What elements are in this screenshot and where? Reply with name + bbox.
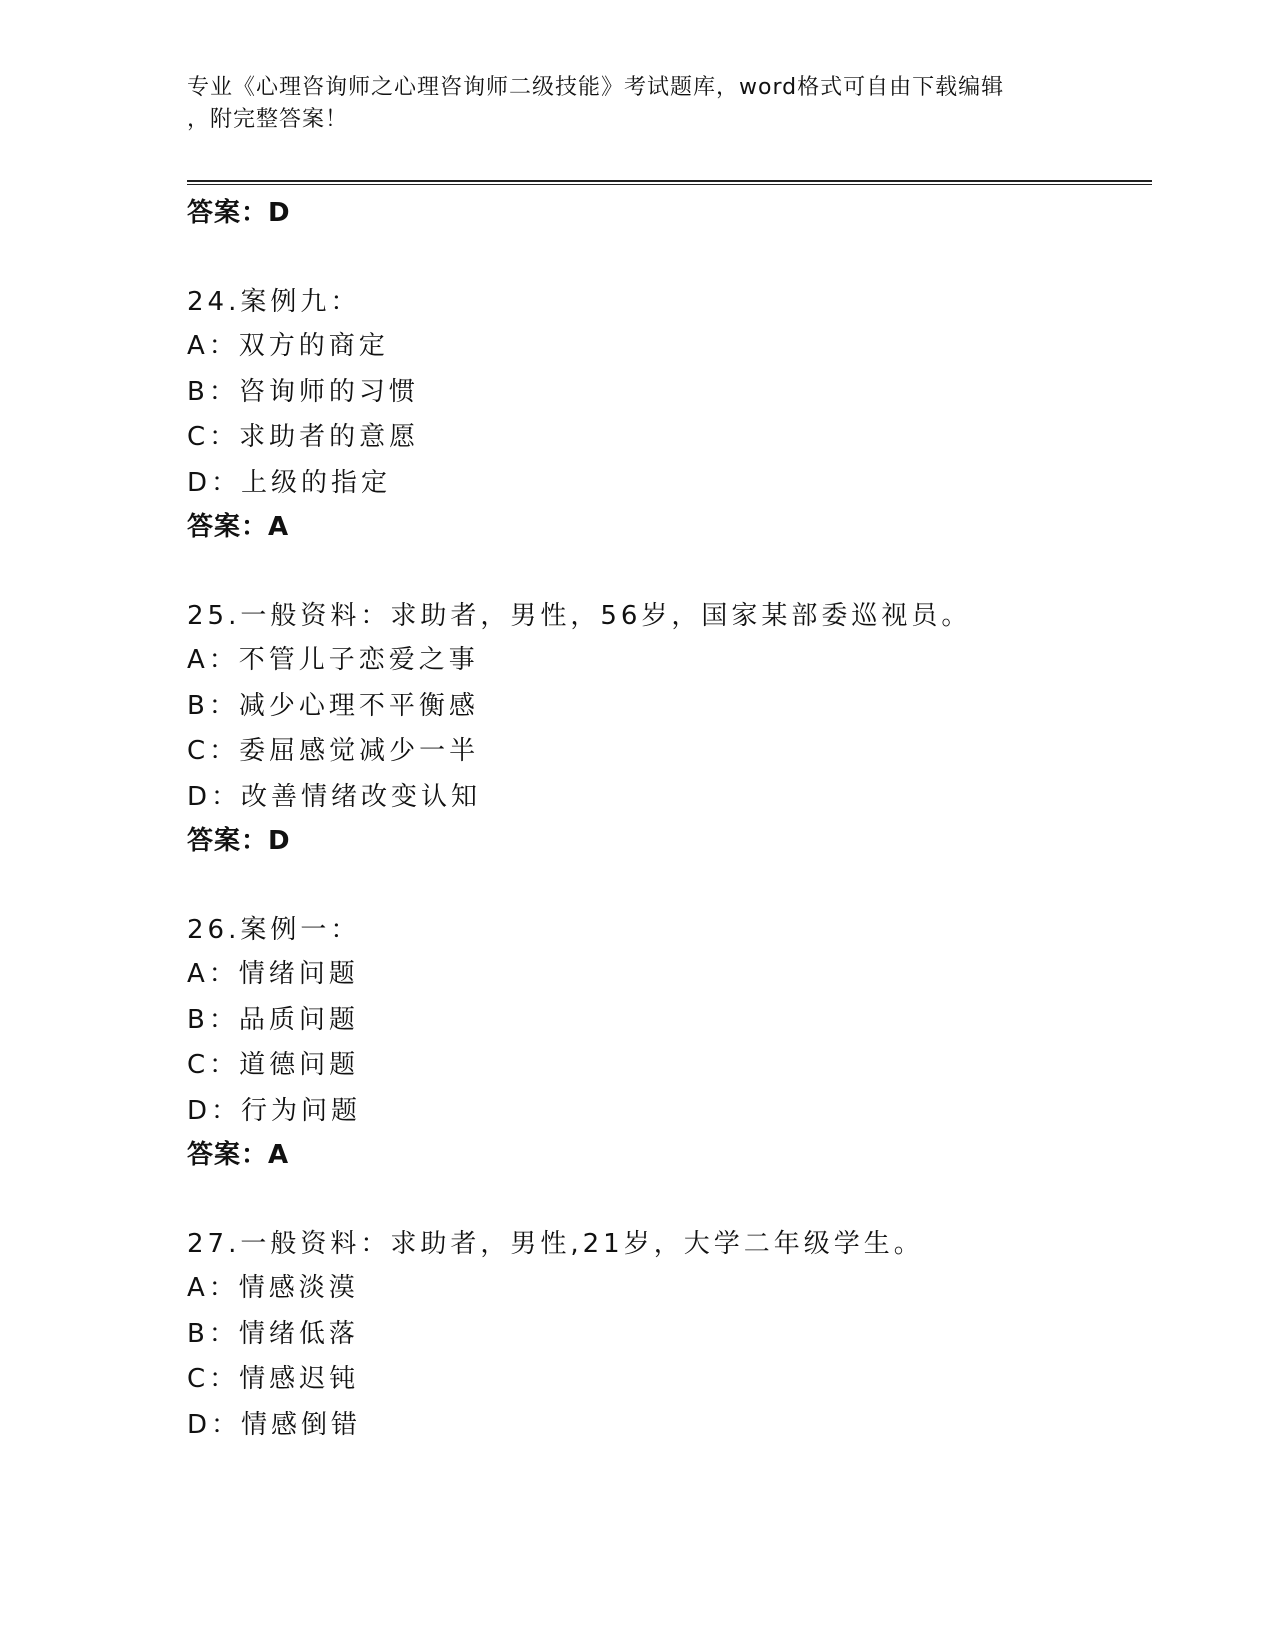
- document-header: [187, 72, 1087, 136]
- question-26-option-d: D：行为问题: [187, 1095, 362, 1126]
- question-26-answer: 答案：A: [187, 1140, 290, 1170]
- header-line-1: 专业《心理咨询师之心理咨询师二级技能》考试题库，word格式可自由下载编辑: [187, 75, 1005, 100]
- question-27-option-d: D：情感倒错: [187, 1409, 362, 1440]
- question-26-stem: 26.案例一：: [187, 915, 361, 945]
- question-27-stem: 27.一般资料：求助者，男性,21岁，大学二年级学生。: [187, 1229, 924, 1259]
- question-27-option-c: C：情感迟钝: [187, 1364, 360, 1394]
- answer-prev: 答案：D: [187, 198, 291, 228]
- question-24-option-d: D：上级的指定: [187, 467, 392, 498]
- question-24-answer: 答案：A: [187, 512, 290, 542]
- question-25-answer: 答案：D: [187, 826, 291, 856]
- question-26-option-c: C：道德问题: [187, 1050, 360, 1080]
- question-27-option-a: A：情感淡漠: [187, 1273, 359, 1303]
- question-26-option-b: B：品质问题: [187, 1004, 359, 1035]
- spacer: [187, 1176, 1152, 1222]
- header-divider: [187, 180, 1152, 185]
- question-list: [187, 190, 1152, 1448]
- spacer: [187, 548, 1152, 594]
- question-24-stem: 24.案例九：: [187, 287, 361, 317]
- spacer: [187, 862, 1152, 908]
- question-25-option-a: A：不管儿子恋爱之事: [187, 645, 479, 675]
- question-27-option-b: B：情绪低落: [187, 1318, 359, 1349]
- question-24-option-b: B：咨询师的习惯: [187, 376, 419, 407]
- question-25-option-b: B：减少心理不平衡感: [187, 690, 479, 721]
- question-26-option-a: A：情绪问题: [187, 959, 359, 989]
- question-25-option-c: C：委屈感觉减少一半: [187, 736, 480, 766]
- question-24-option-a: A：双方的商定: [187, 331, 389, 361]
- question-24-option-c: C：求助者的意愿: [187, 422, 420, 452]
- spacer: [187, 234, 1152, 280]
- header-line-2: ，附完整答案！: [187, 107, 349, 132]
- question-25-option-d: D：改善情绪改变认知: [187, 781, 482, 812]
- question-25-stem: 25.一般资料：求助者，男性，56岁，国家某部委巡视员。: [187, 601, 972, 631]
